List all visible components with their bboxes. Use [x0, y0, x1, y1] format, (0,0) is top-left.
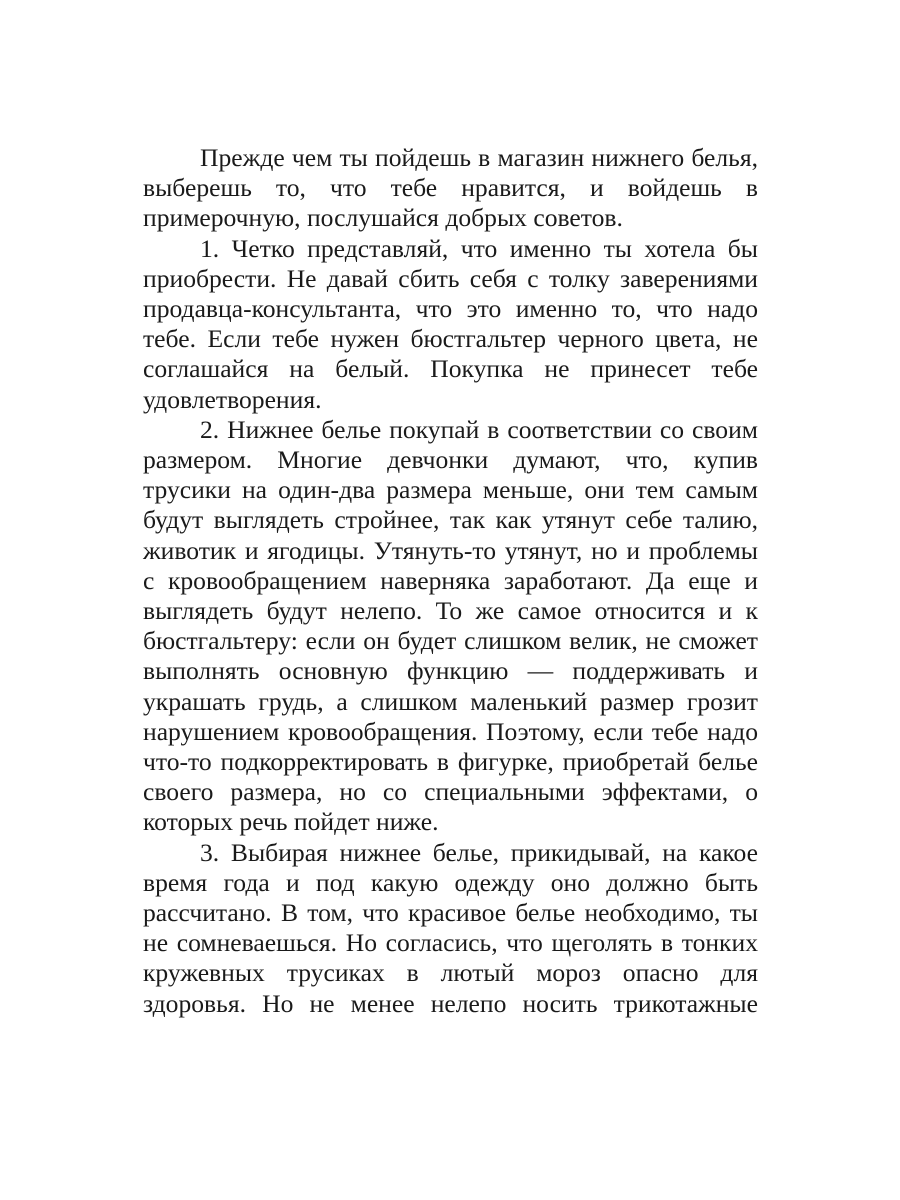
paragraph-advice-1: 1. Четко представляй, что именно ты хотела бы приобрести. Не давай сбить себя с толку заверениями продавца-консультанта, что это именно то, что надо тебе. Если тебе нужен бюстгальтер черного цвета, не соглашайся на белый. Покупка не принесет тебе удовлетворения.	[143, 233, 758, 414]
paragraph-advice-3: 3. Выбирая нижнее белье, прикидывай, на какое время года и под какую одежду оно должно быть рассчитано. В том, что красивое белье необходимо, ты не сомневаешься. Но согласись, что щеголять в тонких кружевных трусиках в лютый мороз опасно для здоровья. Но не менее нелепо носить трикотажные	[143, 837, 758, 1018]
paragraph-advice-2: 2. Нижнее белье покупай в соответствии со своим размером. Многие девчонки думают, что, купив трусики на один-два размера меньше, они тем самым будут выглядеть стройнее, так как утянут себе талию, животик и ягодицы. Утянуть-то утянут, но и проблемы с кровообращением наверняка заработают. Да еще и выглядеть будут нелепо. То же самое относится и к бюстгальтеру: если он будет слишком велик, не сможет выполнять основную функцию — поддерживать и украшать грудь, а слишком маленький размер грозит нарушением кровообращения. Поэтому, если тебе надо что-то подкорректировать в фигурке, приобретай белье своего размера, но со специальными эффектами, о которых речь пойдет ниже.	[143, 414, 758, 837]
page-text-block	[143, 143, 758, 1019]
paragraph-intro: Прежде чем ты пойдешь в магазин нижнего белья, выберешь то, что тебе нравится, и войдешь в примерочную, послушайся добрых советов.	[143, 143, 758, 233]
